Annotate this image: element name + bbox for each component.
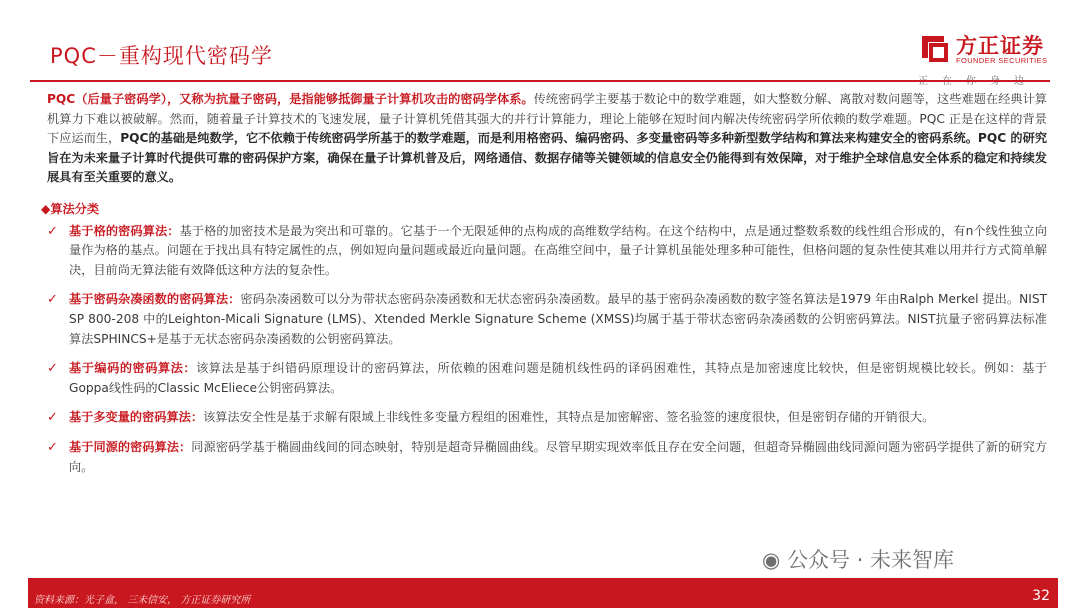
founder-logo-icon: [918, 32, 950, 64]
item-text: 密码杂凑函数可以分为带状态密码杂凑函数和无状态密码杂凑函数。最早的基于密码杂凑函数的数字签名算法是1979 年由Ralph Merkel 提出。NIST SP 800-208 中的Leighton-Micali Signature (LMS)、Xtended Merkle Signature Scheme (XMSS)均属于基于带状态密码杂凑函数的公钥密码算法。NIST抗量子密码算法标准算法SPHINCS+是基于无状态密码杂凑函数的公钥密码算法。: [69, 292, 1048, 346]
logo-name-cn: 方正证券: [956, 34, 1044, 58]
list-item: [47, 438, 1047, 477]
item-title: 基于编码的密码算法：: [69, 361, 197, 376]
page-title: PQC－重构现代密码学: [50, 44, 273, 68]
item-text: 该算法安全性是基于求解有限域上非线性多变量方程组的困难性，其特点是加密解密、签名验签的速度很快，但是密钥存储的开销很大。: [203, 410, 935, 425]
intro-text: 传统密码学主要基于数论中的数学难题，如大整数分解、离散对数问题等，这些难题在经典计算机算力下难以被破解。然而，随着量子计算技术的飞速发展，量子计算机凭借其强大的并行计算能力，理论上能够在短时间内解决传统密码学所依赖的数学难题。PQC 正是在这样的背景下应运而生，: [47, 92, 1047, 146]
item-title: 基于同源的密码算法：: [69, 439, 192, 454]
company-logo: [918, 32, 1053, 92]
item-title: 基于格的密码算法：: [69, 223, 180, 238]
list-item: [47, 222, 1047, 281]
item-title: 基于密码杂凑函数的密码算法：: [69, 292, 241, 307]
checkmark-icon: ✓: [47, 361, 58, 377]
watermark: [762, 544, 954, 574]
wechat-icon: ◉: [762, 548, 781, 572]
header-divider: [30, 80, 1050, 82]
checkmark-icon: ✓: [47, 292, 58, 308]
main-content: [41, 90, 1048, 487]
list-item: [47, 408, 1047, 428]
section-heading: ◆算法分类: [41, 201, 100, 216]
checkmark-icon: ✓: [47, 223, 58, 239]
list-item: [47, 290, 1047, 349]
checkmark-icon: ✓: [47, 410, 58, 426]
item-text: 该算法是基于纠错码原理设计的密码算法，所依赖的困难问题是随机线性码的译码困难性，其特点是加密速度比较快，但是密钥规模比较长。例如：基于Goppa线性码的Classic McEliece公钥密码算法。: [69, 361, 1048, 395]
source-note: 资料来源：光子盒， 三未信安， 方正证券研究所: [34, 595, 251, 606]
list-item: [47, 359, 1047, 398]
intro-bold: PQC的基础是纯数学，它不依赖于传统密码学所基于的数学难题，而是利用格密码、编码密码、多变量密码等多种新型数学结构和算法来构建安全的密码系统。PQC 的研究旨在为未来量子计算时代提供可靠的密码保护方案，确保在量子计算机普及后，网络通信、数据存储等关键领域的信息安全仍能得到有效保障，对于维护全球信息安全体系的稳定和持续发展具有至关重要的意义。: [47, 131, 1048, 185]
item-title: 基于多变量的密码算法：: [69, 410, 204, 425]
page-number: 32: [1032, 588, 1050, 604]
watermark-text: 公众号 · 未来智库: [787, 548, 955, 572]
item-text: 同源密码学基于椭圆曲线间的同态映射，特别是超奇异椭圆曲线。尽管早期实现效率低且存在安全问题，但超奇异椭圆曲线同源问题为密码学提供了新的研究方向。: [69, 439, 1048, 474]
intro-lead: PQC（后量子密码学），又称为抗量子密码，是指能够抵御量子计算机攻击的密码学体系。: [47, 92, 534, 106]
item-text: 基于格的加密技术是最为突出和可靠的。它基于一个无限延伸的点构成的高维数学结构。在这个结构中，点是通过整数系数的线性组合形成的，有n个线性独立向量作为格的基点。问题在于找出具有特定属性的点，例如短向量问题或最近向量问题。在高维空间中，量子计算机虽能处理多种可能性，但格问题的复杂性使其难以用并行方式简单解决，目前尚无算法能有效降低这种方法的复杂性。: [69, 223, 1047, 277]
checkmark-icon: ✓: [47, 439, 58, 455]
logo-name-en: FOUNDER SECURITIES: [956, 56, 1048, 65]
intro-paragraph: [47, 90, 1047, 188]
